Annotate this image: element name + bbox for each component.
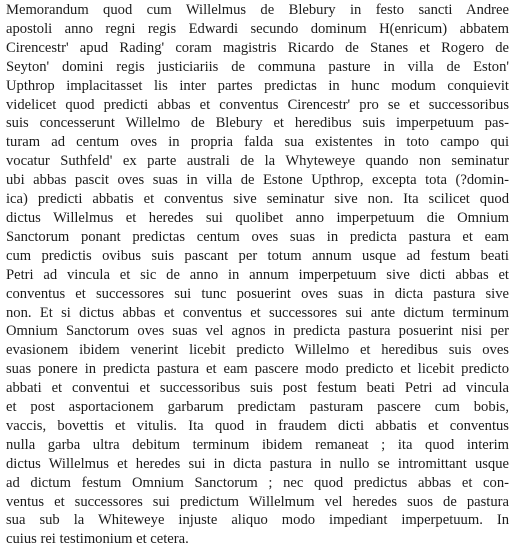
- text-line: vaccis, bovettis et vitulis. Ita quod in fraudem dicti abbatis et conventus: [6, 417, 509, 434]
- text-line: non. Et si dictus abbas et conventus et successores sui ante dictum terminum: [6, 304, 509, 321]
- text-line: Upthrop implacitasset lis inter partes predictas in hunc modum conquievit: [6, 77, 509, 94]
- text-line: Cirencestr' apud Rading' coram magistris Ricardo de Stanes et Rogero de: [6, 39, 509, 56]
- memorandum-text: [6, 1, 509, 549]
- text-line: dictus Willelmus et heredes sui in dicta pastura in nullo se intromittant usque: [6, 455, 509, 472]
- text-line: ubi abbas pascit oves suas in villa de Estone Upthrop, excepta tota (?domin-: [6, 172, 509, 189]
- text-line: suas ponere in predicta pastura et eam pascere modo predicto et licebit predicto: [6, 361, 509, 378]
- text-line: cuius rei testimonium et cetera.: [6, 531, 189, 548]
- text-line: evasionem ibidem venerint licebit predicto Willelmo et heredibus suis oves: [6, 342, 509, 359]
- text-line: sua sub la Whiteweye injuste aliquo modo impediant imperpetuum. In: [6, 512, 509, 529]
- text-line: ad dictum festum Omnium Sanctorum ; nec quod predictus abbas et con-: [6, 474, 509, 491]
- text-line: abbati et conventui et successoribus suis post festum beati Petri ad vincula: [6, 380, 509, 397]
- text-line: videlicet quod predicti abbas et conventus Cirencestr' pro se et successoribus: [6, 96, 509, 113]
- text-line: Sanctorum ponant predictas centum oves suas in predicta pastura et eam: [6, 228, 509, 245]
- text-line: nulla garba ultra debitum terminum ibidem remaneat ; ita quod interim: [6, 436, 509, 453]
- text-line: conventus et successores sui tunc posuerint oves suas in dicta pastura sive: [6, 285, 509, 302]
- text-line: Memorandum quod cum Willelmus de Blebury in festo sancti Andree: [6, 2, 509, 18]
- text-line: vocatur Suthfeld' ex parte australi de la Whyteweye quando non seminatur: [6, 153, 509, 170]
- text-line: turam ad centum oves in propria falda sua existentes in toto campo qui: [6, 134, 509, 151]
- text-line: Petri ad vincula et sic de anno in annum imperpetuum sive dicti abbas et: [6, 266, 509, 283]
- text-line: apostoli anno regni regis Edwardi secundo dominum H(enricum) abbatem: [6, 20, 509, 37]
- text-line: et post asportacionem garbarum predictam pasturam pascere cum bobis,: [6, 399, 509, 416]
- text-line: suis concesserunt Willelmo de Blebury et heredibus suis imperpetuum pas-: [6, 115, 509, 132]
- text-line: dictus Willelmus et heredes sui quolibet anno imperpetuum die Omnium: [6, 209, 509, 226]
- text-line: cum predictis ovibus suis pascant per totum annum usque ad festum beati: [6, 247, 509, 264]
- text-line: Seyton' domini regis justiciariis de communa pasture in villa de Eston': [6, 58, 509, 75]
- text-line: ventus et successores sui predictum Willelmum vel heredes suos de pastura: [6, 493, 509, 510]
- text-line: ica) predicti abbatis et conventus sive seminatur sive non. Ita scilicet quod: [6, 191, 509, 208]
- text-line: Omnium Sanctorum oves suas vel agnos in predicta pastura posuerint nisi per: [6, 323, 509, 340]
